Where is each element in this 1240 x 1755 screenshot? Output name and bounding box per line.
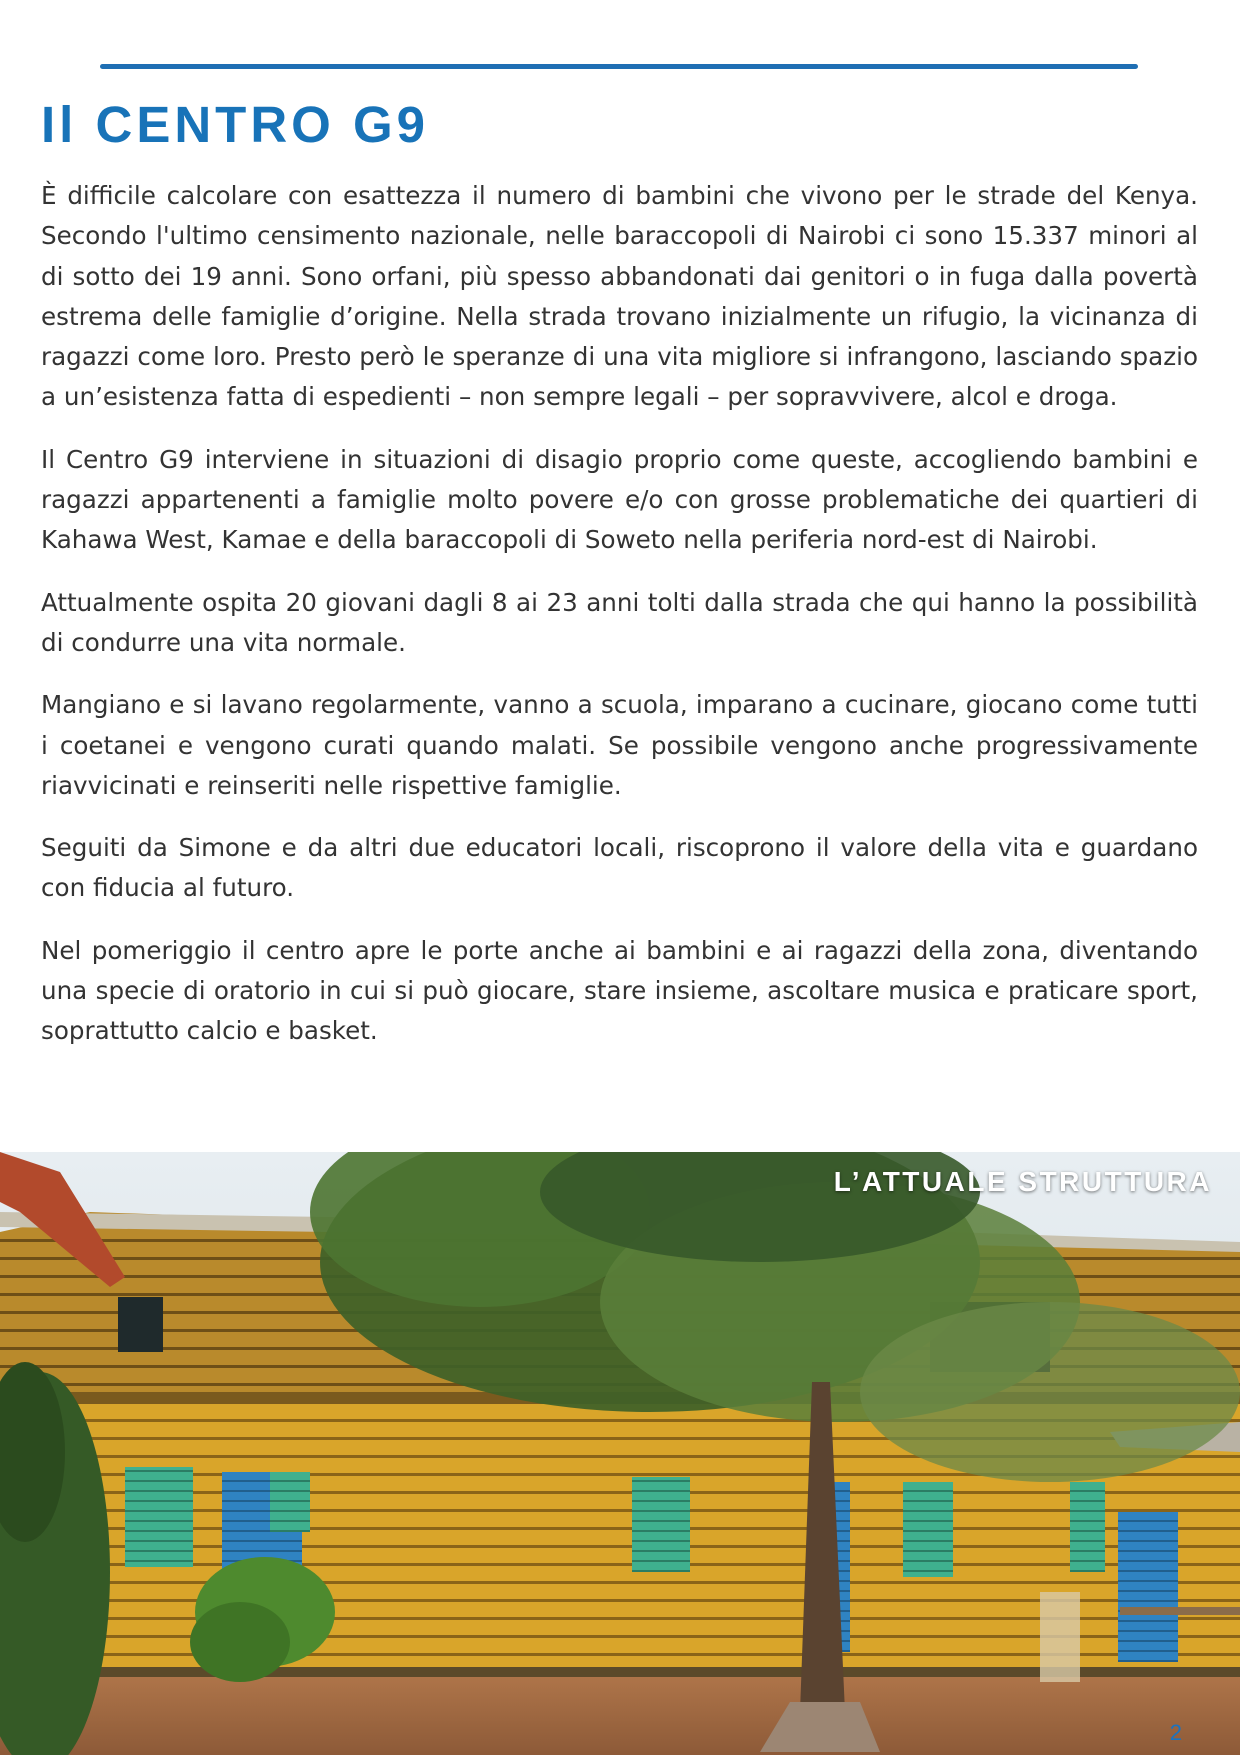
- body-text: [41, 176, 1198, 1074]
- paragraph: Mangiano e si lavano regolarmente, vanno a scuola, imparano a cucinare, giocano come tutti i coetanei e vengono curati quando malati. Se possibile vengono anche progressivamente riavvicinati e reinseriti nelle rispettive famiglie.: [41, 690, 1198, 800]
- paragraph: Attualmente ospita 20 giovani dagli 8 ai 23 anni tolti dalla strada che qui hanno la possibilità di condurre una vita normale.: [41, 587, 1198, 657]
- page-number: 2: [1169, 1720, 1182, 1745]
- paragraph: È difficile calcolare con esattezza il numero di bambini che vivono per le strade del Kenya. Secondo l'ultimo censimento nazionale, nelle baraccopoli di Nairobi ci sono 15.337 minori al di sotto dei 19 anni. Sono orfani, più spesso abbandonati dai genitori o in fuga dalla povertà estrema delle famiglie d’origine. Nella strada trovano inizialmente un rifugio, la vicinanza di ragazzi come loro. Presto però le speranze di una vita migliore si infrangono, lasciando spazio a un’esistenza fatta di espedienti – non sempre legali – per sopravvivere, alcol e droga.: [41, 181, 1198, 412]
- paragraph: Seguiti da Simone e da altri due educatori locali, riscoprono il valore della vita e guardano con fiducia al futuro.: [41, 833, 1198, 903]
- page-title: Il CENTRO G9: [41, 96, 430, 153]
- photo-caption: L’ATTUALE STRUTTURA: [833, 1166, 1212, 1197]
- paragraph: Nel pomeriggio il centro apre le porte anche ai bambini e ai ragazzi della zona, diventando una specie di oratorio in cui si può giocare, stare insieme, ascoltare musica e praticare sport, soprattutto calcio e basket.: [41, 935, 1198, 1046]
- building-photo: [0, 1152, 1240, 1755]
- top-rule: [100, 64, 1138, 69]
- paragraph: Il Centro G9 interviene in situazioni di disagio proprio come queste, accogliendo bambini e ragazzi appartenenti a famiglie molto povere e/o con grosse problematiche dei quartieri di Kahawa West, Kamae e della baraccopoli di Soweto nella periferia nord-est di Nairobi.: [41, 444, 1198, 555]
